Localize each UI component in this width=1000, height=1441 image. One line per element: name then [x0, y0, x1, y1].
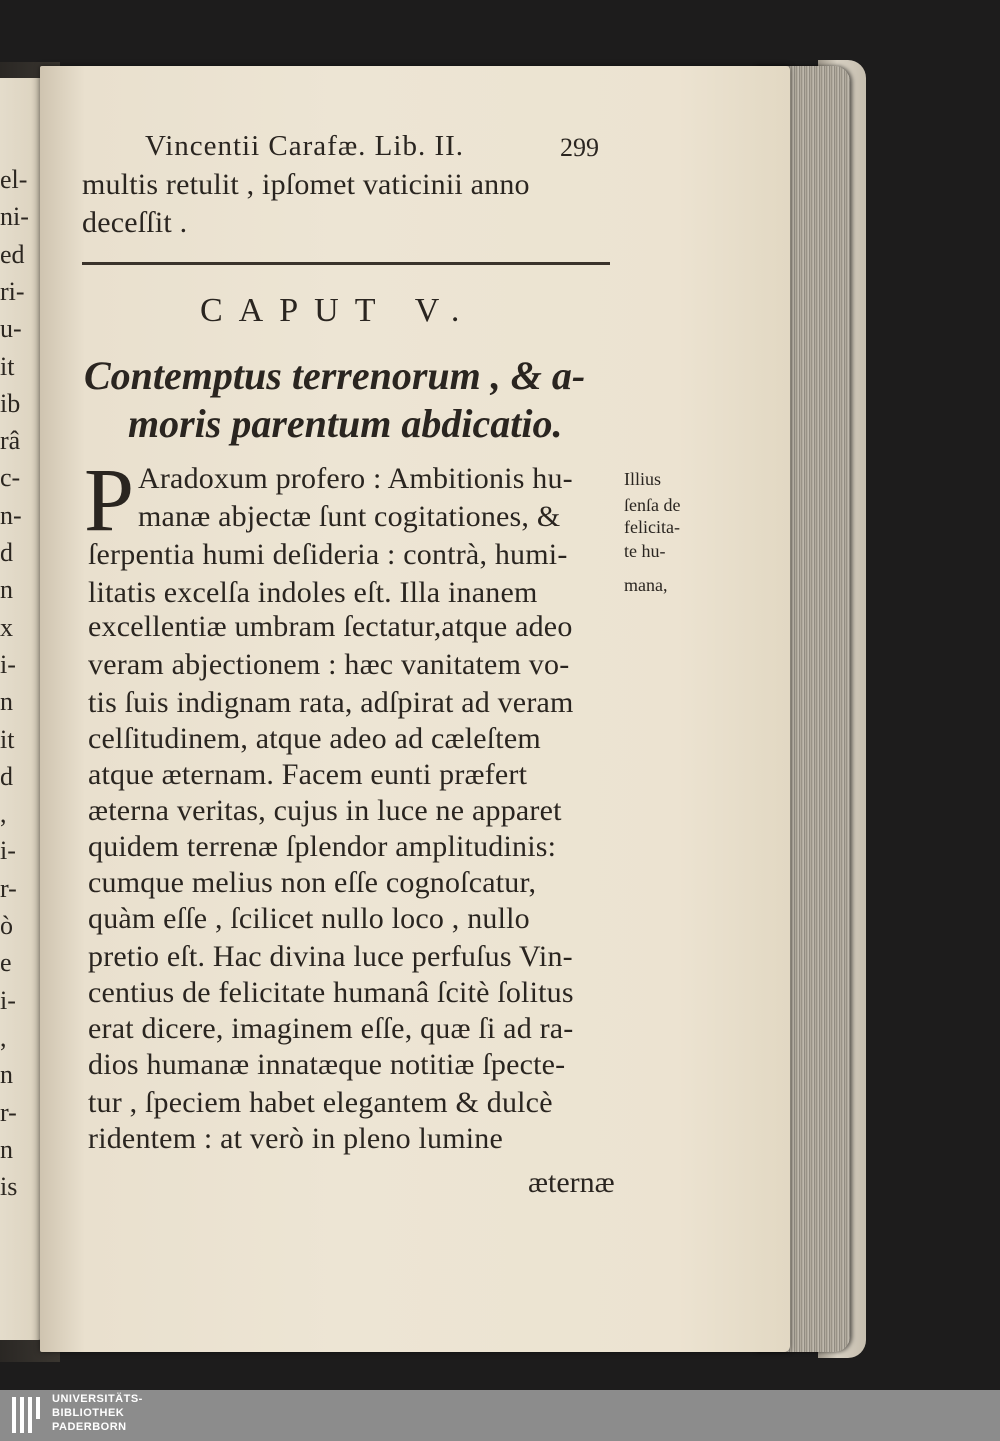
body-line: veram abjectionem : hæc vanitatem vo-: [88, 648, 570, 681]
left-page-fragment: ò: [0, 911, 13, 940]
body-line: excellentiæ umbram ſectatur,atque adeo: [88, 610, 573, 643]
left-page-fragment: x: [0, 612, 13, 642]
logo-line: UNIVERSITÄTS-: [52, 1393, 143, 1405]
left-page-fragment: is: [0, 1172, 18, 1202]
left-page-fragment: it: [0, 724, 15, 754]
chapter-title-line: moris parentum abdicatio.: [128, 401, 563, 446]
library-logo-icon: [12, 1397, 42, 1433]
opening-line: deceſſit .: [82, 206, 188, 239]
left-page-fragment: ,: [0, 1022, 7, 1052]
left-page-fragment: n: [0, 1134, 13, 1164]
body-line: celſitudinem, atque adeo ad cæleſtem: [88, 722, 541, 755]
margin-note-line: felicita-: [624, 517, 680, 537]
body-line: tur , ſpeciem habet elegantem & dulcè: [88, 1086, 553, 1119]
left-page-fragment: i-: [0, 985, 16, 1015]
margin-note-line: ſenſa de: [624, 495, 681, 515]
left-page-fragment: n: [0, 687, 13, 717]
body-line: atque æternam. Facem eunti præfert: [88, 758, 528, 791]
margin-note-line: mana,: [624, 575, 668, 595]
catchword: æternæ: [528, 1166, 615, 1199]
left-page-fragment: r-: [0, 1097, 17, 1127]
opening-line: multis retulit , ipſomet vaticinii anno: [82, 168, 530, 201]
section-rule: [82, 262, 610, 265]
body-line: manæ abjectæ ſunt cogitationes, &: [138, 500, 561, 533]
left-page-fragment: ri-: [0, 276, 25, 306]
left-page-fragment: d: [0, 761, 13, 791]
body-line: tis ſuis indignam rata, adſpirat ad veram: [88, 686, 574, 719]
left-page-fragment: ni-: [0, 202, 29, 232]
body-line: æterna veritas, cujus in luce ne apparet: [88, 794, 562, 827]
chapter-title-line: Contemptus terrenorum , & a-: [84, 353, 586, 398]
left-page-fragment: i-: [0, 649, 16, 679]
left-page-fragment: ,: [0, 799, 7, 829]
body-line: litatis excelſa indoles eſt. Illa inanem: [88, 576, 538, 609]
logo-line: BIBLIOTHEK: [52, 1407, 125, 1419]
body-line: Aradoxum profero : Ambitionis hu-: [138, 462, 573, 495]
body-line: ſerpentia humi deſideria : contrà, humi-: [88, 538, 568, 571]
body-line: ridentem : at verò in pleno lumine: [88, 1122, 504, 1155]
left-page-fragment: n: [0, 575, 13, 605]
logo-line: PADERBORN: [52, 1421, 127, 1433]
left-page-fragment: c-: [0, 463, 21, 493]
margin-note-line: te hu-: [624, 541, 666, 561]
body-line: quàm eſſe , ſcilicet nullo loco , nullo: [88, 902, 530, 935]
drop-cap: P: [84, 451, 135, 550]
left-page-fragment: ib: [0, 388, 21, 418]
left-page-fragment: n: [0, 1060, 13, 1090]
left-page-fragment: r-: [0, 873, 17, 903]
left-page-fragment: d: [0, 538, 13, 567]
body-line: pretio eſt. Hac divina luce perfuſus Vin-: [88, 940, 573, 973]
footer-bar: [0, 1390, 1000, 1441]
left-page-fragment: el-: [0, 165, 28, 194]
left-page-fragment: u-: [0, 314, 22, 344]
left-page-fragment: ed: [0, 239, 25, 269]
left-page-fragment: râ: [0, 426, 21, 456]
body-line: erat dicere, imaginem eſſe, quæ ſi ad ra-: [88, 1012, 574, 1045]
left-page-fragment: it: [0, 351, 15, 381]
page-number: 299: [560, 133, 599, 162]
margin-note-line: Illius: [624, 469, 662, 489]
body-line: dios humanæ innatæque notitiæ ſpecte-: [88, 1048, 566, 1081]
running-head: Vincentii Carafæ. Lib. II.: [145, 130, 465, 162]
body-line: cumque melius non eſſe cognoſcatur,: [88, 866, 537, 899]
body-line: centius de felicitate humanâ ſcitè ſolitus: [88, 976, 574, 1009]
body-line: quidem terrenæ ſplendor amplitudinis:: [88, 830, 557, 863]
left-page-fragment: e: [0, 948, 12, 978]
left-page-fragment: i-: [0, 836, 16, 866]
left-page-fragment: n-: [0, 500, 22, 530]
chapter-heading: CAPUT V.: [200, 292, 476, 329]
